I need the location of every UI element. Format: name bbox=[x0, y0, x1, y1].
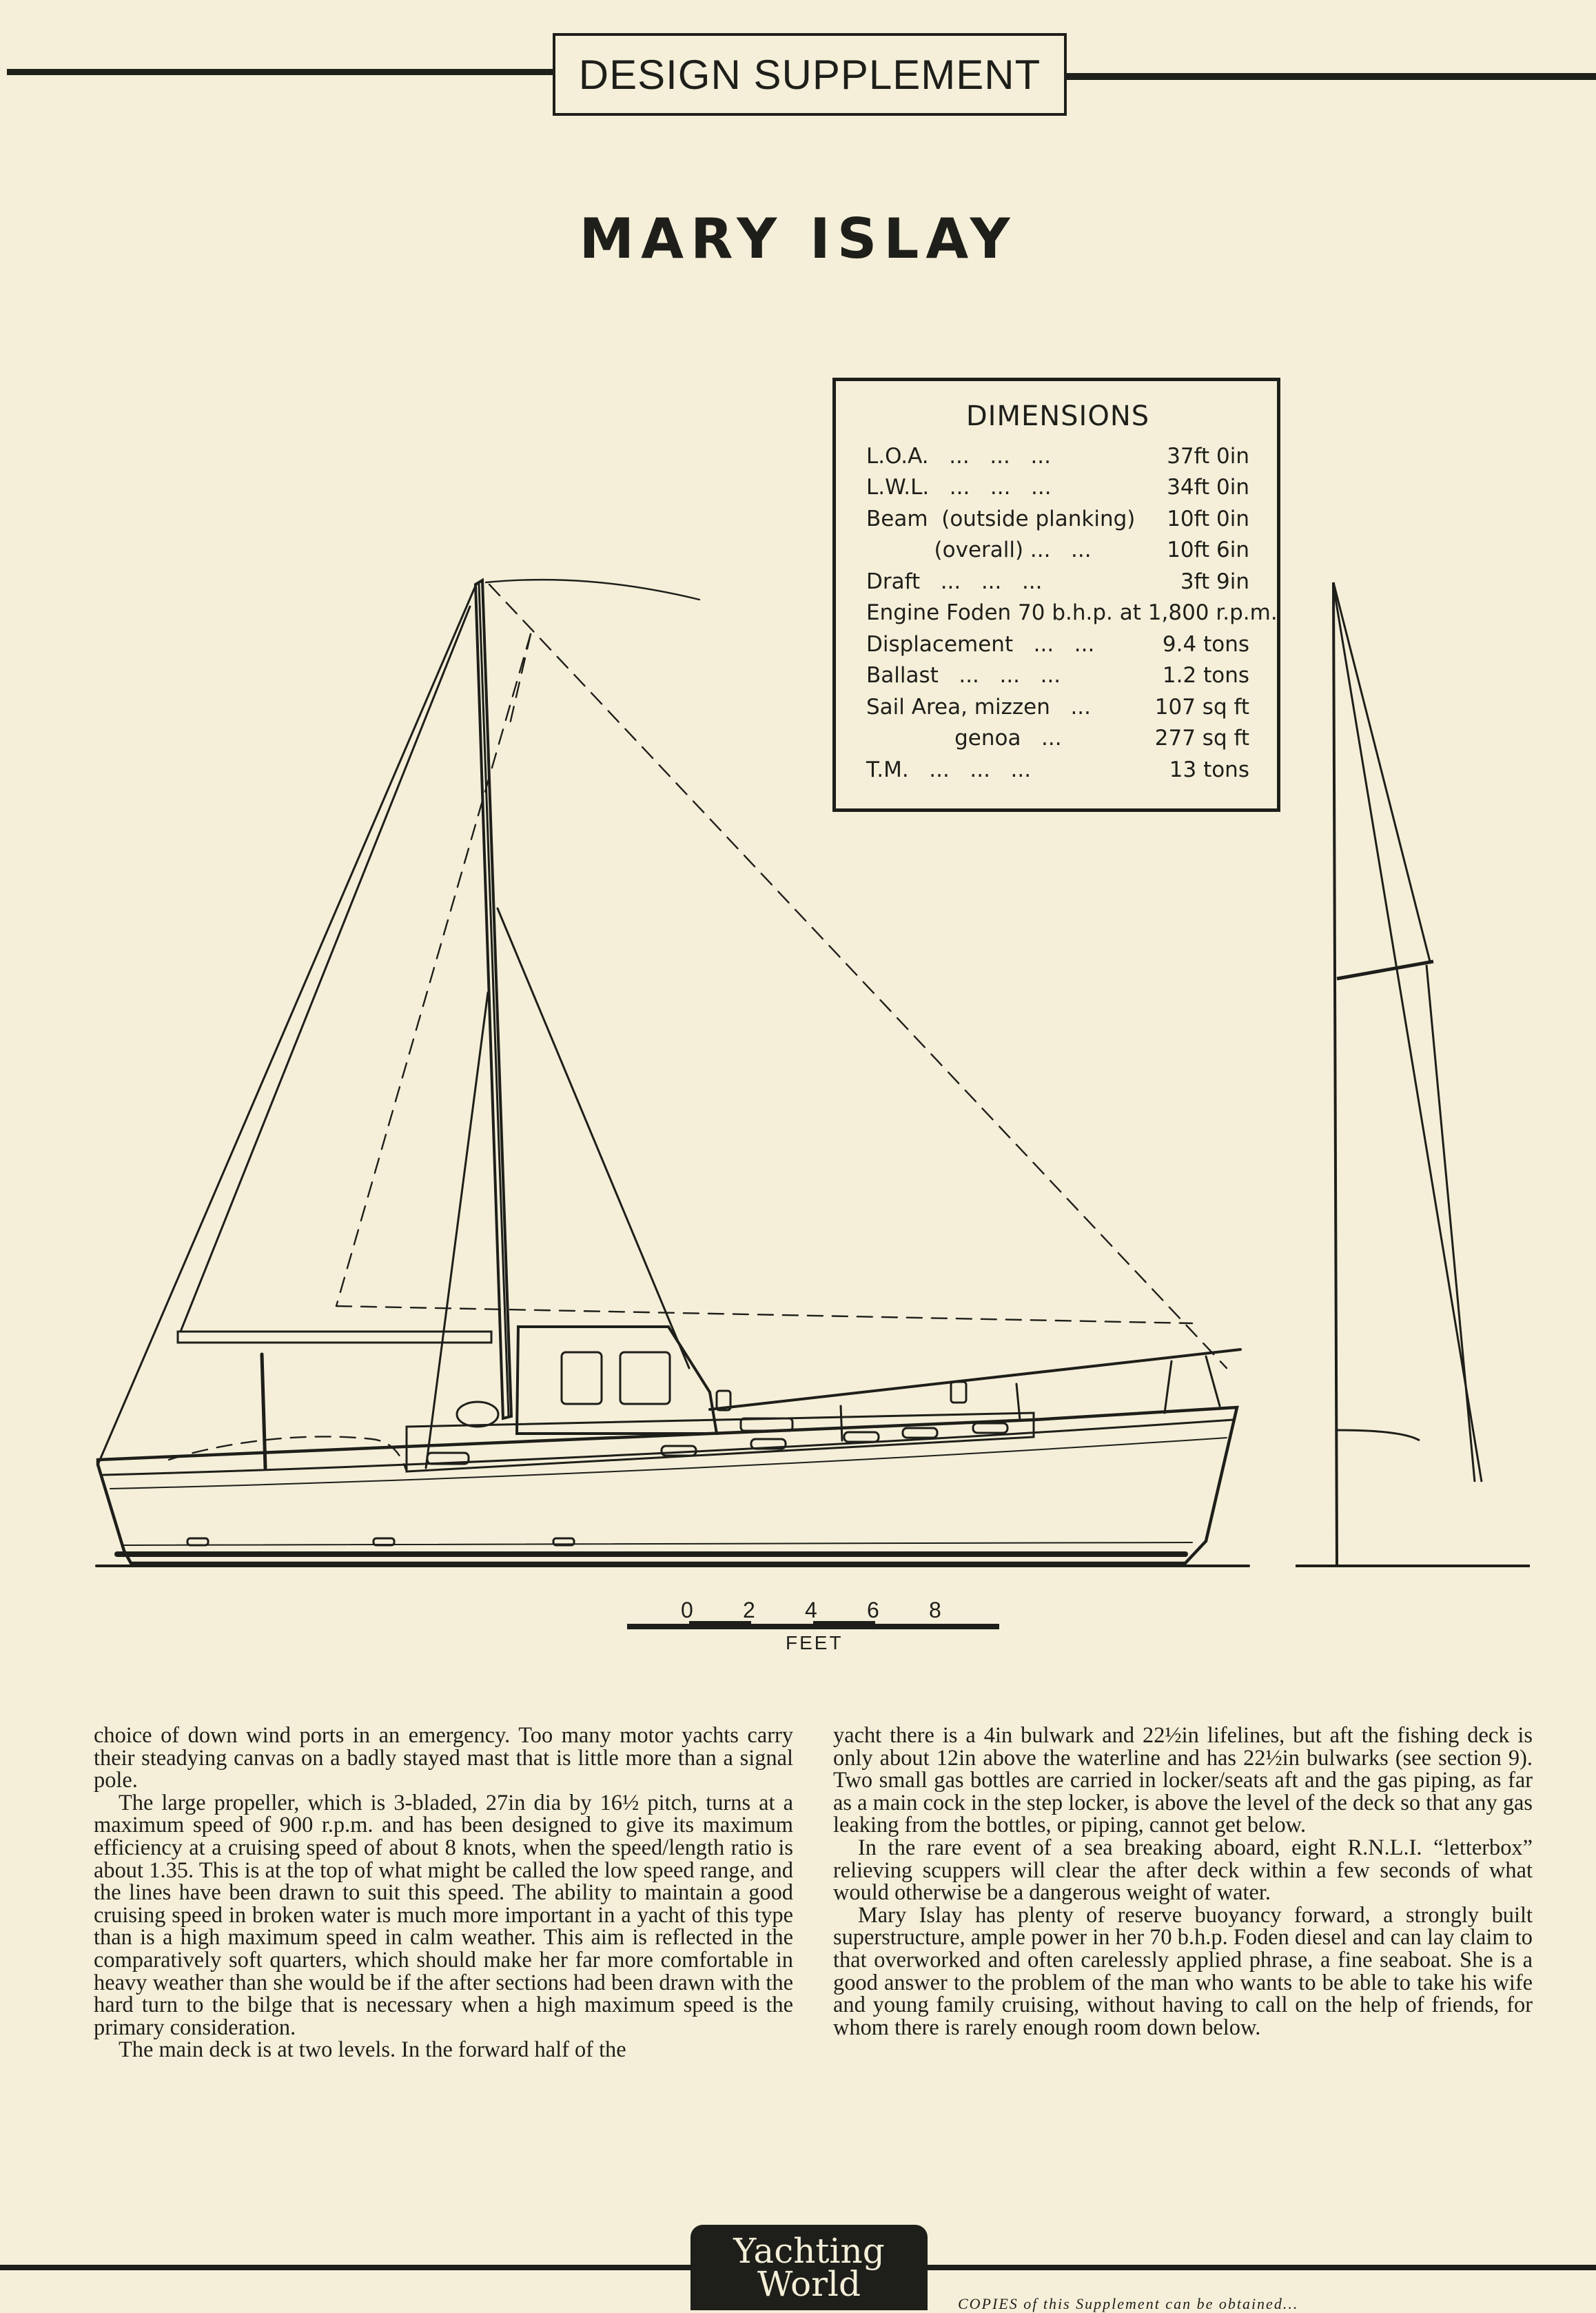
scale-tick-label: 4 bbox=[805, 1598, 817, 1622]
dimensions-table bbox=[832, 378, 1280, 812]
dimension-value: 107 sq ft bbox=[1154, 694, 1249, 720]
dimension-label: L.W.L. ... ... ... bbox=[866, 475, 1052, 500]
mizzen-mast bbox=[1333, 582, 1337, 1566]
body-paragraph: In the rare event of a sea breaking aboard, eight R.N.L.I. “letterbox” relieving scuppers will clear the after deck within a few seconds of what would otherwise be a dangerous weight of water. bbox=[833, 1835, 1533, 1906]
dimension-row bbox=[866, 535, 1249, 567]
dimension-row bbox=[866, 440, 1249, 472]
dimension-label: L.O.A. ... ... ... bbox=[866, 443, 1052, 469]
dimension-label: Draft ... ... ... bbox=[866, 569, 1043, 594]
scale-tick-label: 6 bbox=[867, 1598, 879, 1622]
dimension-label: (overall) ... ... bbox=[866, 538, 1092, 563]
scale-tick-label: 2 bbox=[743, 1598, 755, 1622]
steadying-sail bbox=[181, 607, 491, 1332]
dimension-label: Engine Foden 70 b.h.p. at 1,800 r.p.m. bbox=[866, 600, 1278, 626]
dimension-row bbox=[866, 660, 1249, 692]
dimensions-heading: DIMENSIONS bbox=[965, 400, 1150, 432]
dimension-value: 3ft 9in bbox=[1180, 569, 1249, 594]
logo-line-2: World bbox=[757, 2264, 861, 2304]
dimension-value: 1.2 tons bbox=[1162, 663, 1249, 689]
body-paragraph: The large propeller, which is 3-bladed, 27in dia by 16½ pitch, turns at a maximum speed of 900 r.p.m. and has been designed to give its maximum efficiency at a cruising speed of about 8 knots, when the speed/length ratio is about 1.35. This is at the top of what might be called the low speed range, and the lines have been drawn to suit this speed. The ability to maintain a good cruising speed in broken water is much more important in a yacht of this type than is a high maximum speed in calm weather. This aim is reflected in the comparatively soft quarters, which should make her far more comfortable in heavy weather than she would be if the after sections had been drawn with the hard turn to the bilge that is necessary when a high maximum speed is the primary consideration. bbox=[94, 1790, 793, 2040]
dimension-label: genoa ... bbox=[866, 726, 1062, 751]
logo-line-1: Yachting bbox=[733, 2231, 885, 2271]
body-paragraph: The main deck is at two levels. In the forward half of the bbox=[119, 2037, 626, 2063]
dimension-row bbox=[866, 472, 1249, 504]
dimension-value: 10ft 6in bbox=[1167, 538, 1249, 563]
body-column-right bbox=[833, 1724, 1533, 2039]
yachting-world-logo bbox=[690, 2225, 928, 2310]
dimension-row bbox=[866, 691, 1249, 723]
dimension-row bbox=[866, 629, 1249, 660]
forestay bbox=[98, 586, 475, 1465]
body-paragraph: Mary Islay has plenty of reserve buoyancy forward, a strongly built superstructure, ample power in her 70 b.h.p. Foden diesel and can lay claim to that overworked and often carelessly applied phrase, a fine seaboat. She is a good answer to the problem of the man who wants to be able to take his wife and young family cruising, without having to call on the help of friends, for whom there is rarely enough room down below. bbox=[833, 1902, 1533, 2040]
dimension-row bbox=[866, 598, 1278, 629]
dimension-label: Beam (outside planking) bbox=[866, 506, 1136, 531]
dimension-label: Ballast ... ... ... bbox=[866, 663, 1061, 689]
dimension-value: 37ft 0in bbox=[1167, 443, 1249, 469]
dimension-label: Sail Area, mizzen ... bbox=[866, 694, 1091, 720]
scale-tick-label: 0 bbox=[681, 1598, 693, 1622]
dimension-label: T.M. ... ... ... bbox=[866, 757, 1032, 782]
deckhouse bbox=[517, 1327, 717, 1434]
dimension-label: Displacement ... ... bbox=[866, 631, 1095, 657]
dimension-value: 9.4 tons bbox=[1162, 631, 1249, 657]
footer-note: COPIES of this Supplement can be obtained... bbox=[958, 2295, 1299, 2312]
footer-rule-right bbox=[928, 2265, 1596, 2270]
dimension-row bbox=[866, 566, 1249, 598]
dimension-value: 277 sq ft bbox=[1154, 726, 1249, 751]
body-paragraph: yacht there is a 4in bulwark and 22½in lifelines, but aft the fishing deck is only about 12in above the waterline and has 22½in bulwarks (see section 9). Two small gas bottles are carried in locker/seats aft and the gas piping, as far as a main cock in the step locker, is above the level of the deck so that any gas leaking from the bottles, or piping, cannot get below. bbox=[833, 1723, 1533, 1838]
dimension-row bbox=[866, 503, 1249, 535]
dimension-row bbox=[866, 754, 1249, 786]
section-header: DESIGN SUPPLEMENT bbox=[553, 33, 1067, 116]
scale-unit: FEET bbox=[786, 1632, 843, 1653]
footer-rule-left bbox=[0, 2265, 692, 2270]
dimension-value: 13 tons bbox=[1169, 757, 1249, 782]
body-paragraph: choice of down wind ports in an emergency. Too many motor yachts carry their steadying canvas on a badly stayed mast that is little more than a signal pole. bbox=[94, 1723, 793, 1793]
body-column-left bbox=[94, 1724, 793, 2061]
scale-tick-label: 8 bbox=[929, 1598, 941, 1622]
dimension-value: 34ft 0in bbox=[1167, 475, 1249, 500]
dimension-row bbox=[866, 723, 1249, 755]
page-title: MARY ISLAY bbox=[579, 207, 1017, 271]
dimension-value: 10ft 0in bbox=[1167, 506, 1249, 531]
